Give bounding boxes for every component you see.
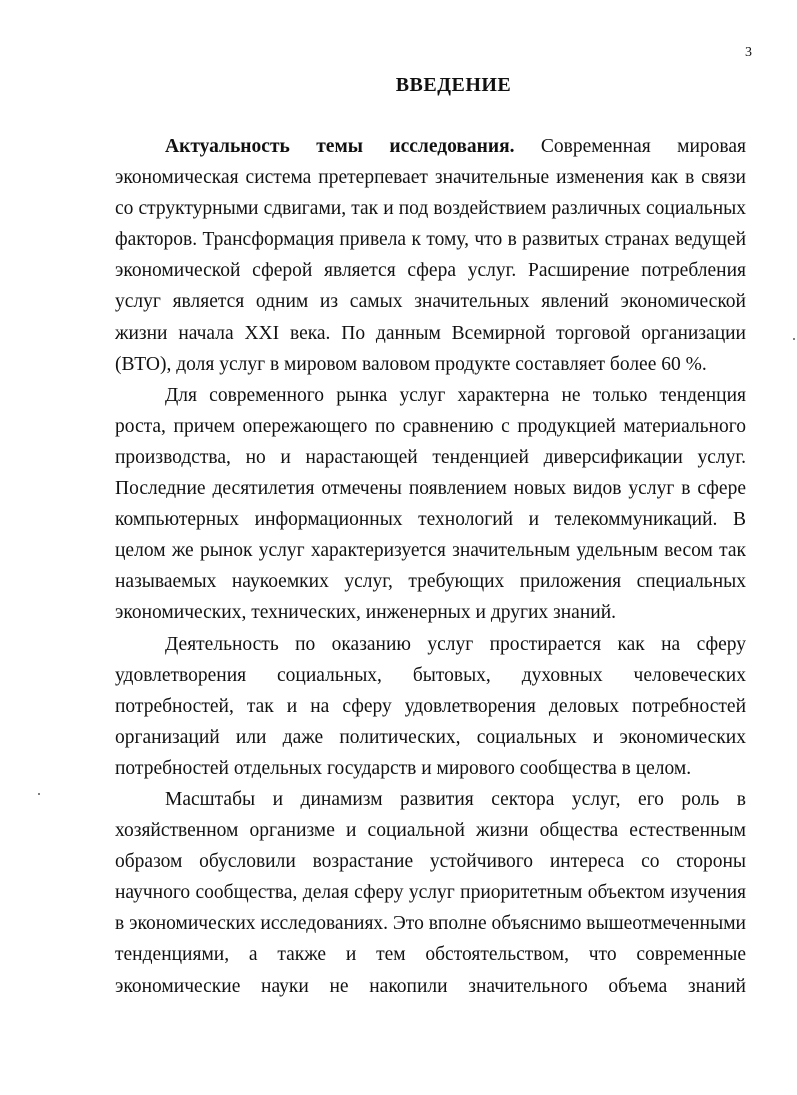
- paragraph-text: Современная мировая экономическая система претерпевает значительные изменения как в связи со структурными сдвигами, так и под воздействием различных социальных факторов. Трансформация привела к тому, что в развитых странах ведущей экономической сферой является сфера услуг. Расширение потребления услуг является одним из самых значительных явлений экономической жизни начала XXI века. По данным Всемирной торговой организации (ВТО), доля услуг в мировом валовом продукте составляет более 60 %.: [115, 136, 746, 375]
- paragraph-service-activity: Деятельность по оказанию услуг простирается как на сферу удовлетворения социальных, бытовых, духовных человеческих потребностей, так и на сферу удовлетворения деловых потребностей организаций или даже политических, социальных и экономических потребностей отдельных государств и мирового сообщества в целом.: [115, 633, 746, 779]
- paragraph-market-trends: Для современного рынка услуг характерна не только тенденция роста, причем опережающего по сравнению с продукцией материального производства, но и нарастающей тенденцией диверсификации услуг. Последние десятилетия отмечены появлением новых видов услуг в сфере компьютерных информационных технологий и телекоммуникаций. В целом же рынок услуг характеризуется значительным удельным весом так называемых наукоемких услуг, требующих приложения специальных экономических, технических, инженерных и других знаний.: [115, 384, 746, 624]
- body-text: [115, 131, 746, 1002]
- paragraph-relevance: [115, 131, 746, 380]
- scan-speck: [38, 793, 40, 795]
- scan-speck: [793, 338, 795, 340]
- paragraph-scale-dynamics: Масштабы и динамизм развития сектора услуг, его роль в хозяйственном организме и социальной жизни общества естественным образом обусловили возрастание устойчивого интереса со стороны научного сообщества, делая сферу услуг приоритетным объектом изучения в экономических исследованиях. Это вполне объяснимо вышеотмеченными тенденциями, а также и тем обстоятельством, что современные экономические науки не накопили значительного объема знаний: [115, 788, 746, 997]
- page-number: 3: [745, 45, 752, 60]
- section-heading: ВВЕДЕНИЕ: [395, 74, 512, 96]
- paragraph-lead: Актуальность темы исследования.: [165, 136, 515, 157]
